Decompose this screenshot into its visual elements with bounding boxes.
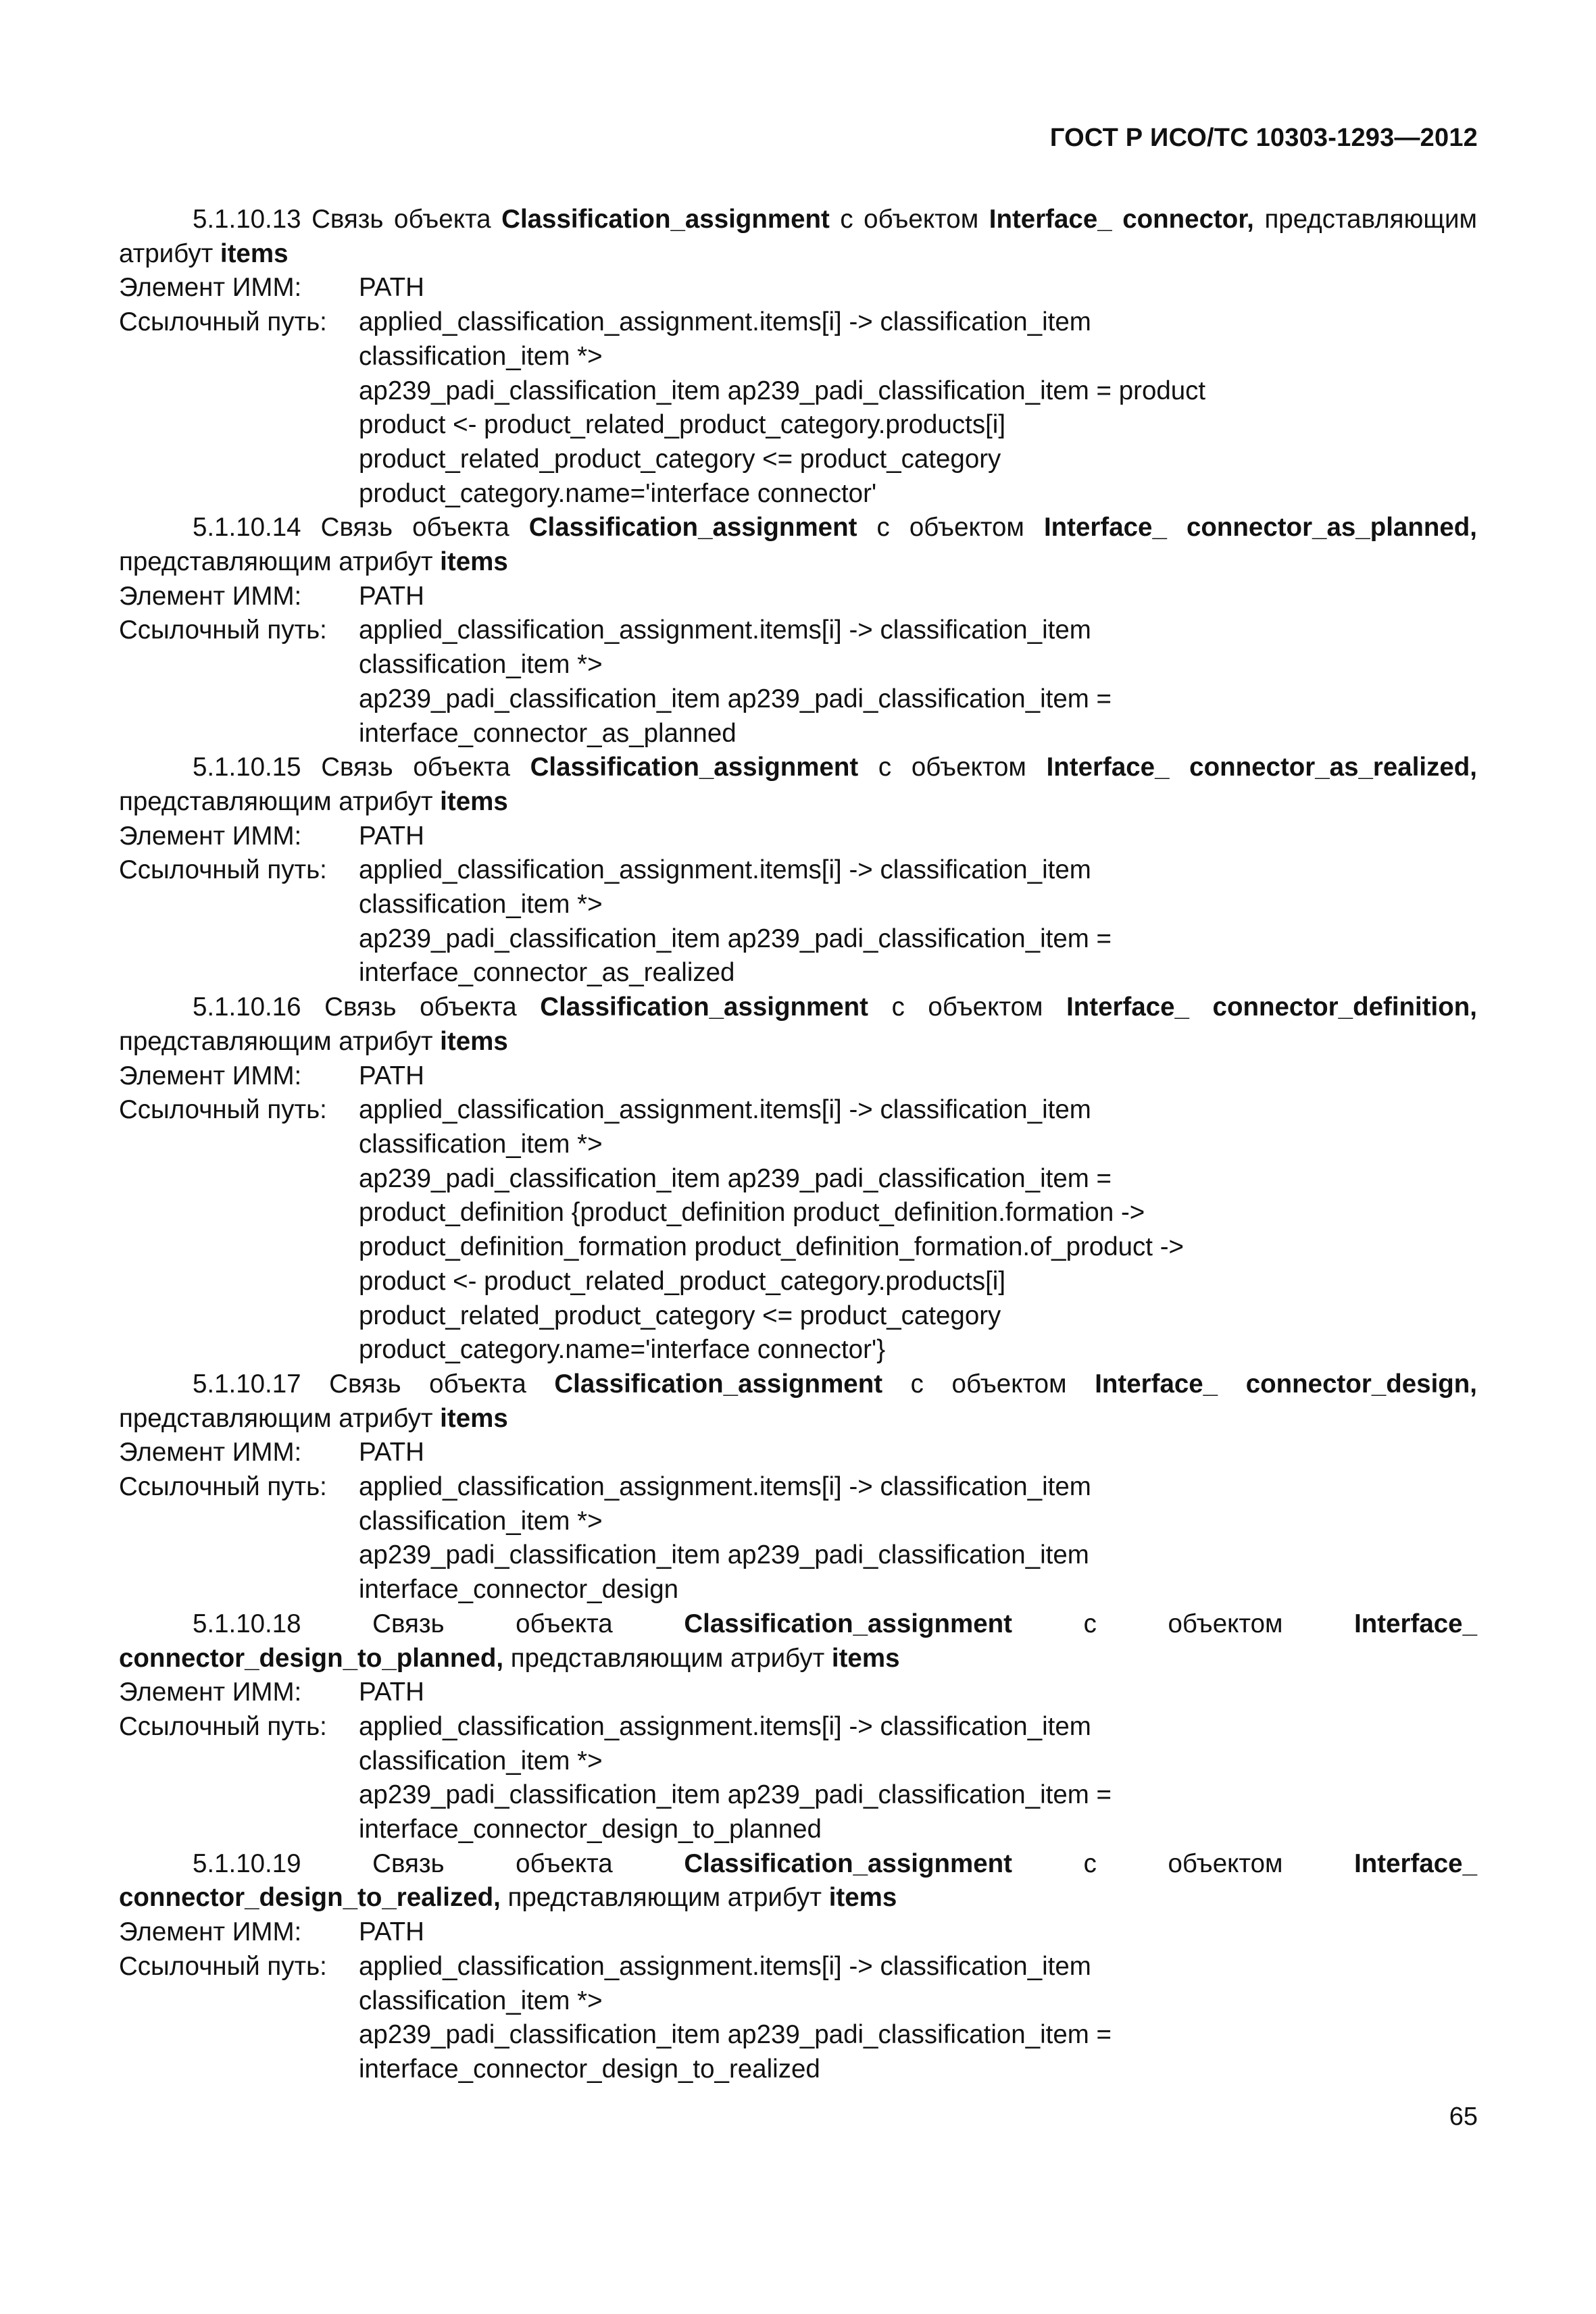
path-line: classification_item *> — [359, 890, 603, 920]
element-row — [119, 1676, 1477, 1710]
heading-text: представляющим атрибут — [119, 1403, 441, 1433]
element-label: Элемент ИММ: — [119, 1061, 302, 1090]
target-entity-name: Interface_ connector_as_realized, — [1046, 753, 1477, 782]
heading-text: представляющим атрибут — [119, 786, 441, 816]
element-row — [119, 820, 1477, 854]
section-heading — [119, 751, 1477, 819]
path-line: ap239_padi_classification_item ap239_padi_classification_item = — [359, 684, 1112, 713]
source-entity-name: Classification_assignment — [540, 992, 868, 1022]
path-line: classification_item *> — [359, 1746, 603, 1776]
attribute-name: items — [440, 786, 508, 816]
reference-path-value — [359, 305, 1205, 511]
heading-text: с объектом — [857, 513, 1044, 543]
reference-path-value — [359, 1950, 1112, 2087]
section-number: 5.1.10.14 — [193, 513, 301, 543]
heading-text: представляющим атрибут — [503, 1643, 832, 1673]
heading-text: представляющим атрибут — [119, 547, 441, 577]
heading-text: представляющим атрибут — [500, 1883, 829, 1913]
heading-text: представляющим атрибут — [119, 205, 1477, 268]
path-line: applied_classification_assignment.items[i] -> classification_item — [359, 855, 1091, 885]
heading-text: с объектом — [882, 1369, 1095, 1399]
reference-path-value — [359, 1710, 1112, 1847]
attribute-mapping-section — [119, 203, 1477, 511]
reference-path-value — [359, 853, 1112, 990]
reference-path-row — [119, 1470, 1477, 1607]
attribute-mapping-section — [119, 1607, 1477, 1847]
path-line: classification_item *> — [359, 1129, 603, 1159]
reference-path-label: Ссылочный путь: — [119, 1472, 327, 1502]
reference-path-label: Ссылочный путь: — [119, 615, 327, 645]
path-line: classification_item *> — [359, 341, 603, 371]
section-number: 5.1.10.15 — [193, 753, 301, 782]
element-value: PATH — [359, 1061, 424, 1090]
document-body — [119, 203, 1477, 2087]
heading-text: Связь объекта — [301, 513, 529, 543]
heading-text: с объектом — [858, 753, 1047, 782]
section-heading — [119, 203, 1477, 271]
section-heading — [119, 1607, 1477, 1676]
path-line: applied_classification_assignment.items[i] -> classification_item — [359, 1711, 1091, 1741]
heading-text: Связь объекта — [301, 205, 502, 234]
reference-path-row — [119, 1950, 1477, 2087]
section-number: 5.1.10.13 — [193, 205, 301, 234]
attribute-mapping-section — [119, 511, 1477, 751]
reference-path-row — [119, 853, 1477, 990]
element-value: PATH — [359, 1678, 424, 1707]
heading-text: Связь объекта — [301, 1848, 684, 1878]
heading-text: представляющим атрибут — [119, 1026, 441, 1056]
path-line: classification_item *> — [359, 1506, 603, 1536]
reference-path-label: Ссылочный путь: — [119, 1711, 327, 1741]
reference-path-row — [119, 305, 1477, 511]
heading-text: Связь объекта — [301, 753, 530, 782]
path-line: ap239_padi_classification_item ap239_padi_classification_item = — [359, 2020, 1112, 2050]
path-line: ap239_padi_classification_item ap239_padi_classification_item = product — [359, 376, 1206, 405]
element-row — [119, 1436, 1477, 1470]
document-id-header: ГОСТ Р ИСО/ТС 10303-1293—2012 — [1049, 124, 1478, 152]
path-line: interface_connector_as_realized — [359, 958, 735, 988]
path-line: interface_connector_design_to_realized — [359, 2054, 820, 2084]
path-line: ap239_padi_classification_item ap239_padi_classification_item = — [359, 1163, 1112, 1193]
target-entity-name: Interface_ connector_definition, — [1066, 992, 1477, 1022]
attribute-name: items — [828, 1883, 897, 1913]
element-label: Элемент ИММ: — [119, 581, 302, 611]
section-heading — [119, 1847, 1477, 1915]
heading-text: с объектом — [868, 992, 1067, 1022]
path-line: ap239_padi_classification_item ap239_padi_classification_item = — [359, 1780, 1112, 1810]
reference-path-label: Ссылочный путь: — [119, 1951, 327, 1981]
path-line: classification_item *> — [359, 1986, 603, 2015]
path-line: ap239_padi_classification_item ap239_padi_classification_item — [359, 1540, 1089, 1570]
heading-text: с объектом — [1012, 1609, 1355, 1638]
reference-path-value — [359, 1093, 1184, 1367]
attribute-mapping-section — [119, 1367, 1477, 1607]
attribute-name: items — [440, 1026, 508, 1056]
path-line: applied_classification_assignment.items[i] -> classification_item — [359, 307, 1091, 337]
element-value: PATH — [359, 273, 424, 303]
path-line: product_category.name='interface connector'} — [359, 1335, 886, 1365]
path-line: interface_connector_as_planned — [359, 718, 737, 748]
source-entity-name: Classification_assignment — [528, 513, 857, 543]
element-row — [119, 1915, 1477, 1950]
element-value: PATH — [359, 1438, 424, 1467]
section-number: 5.1.10.19 — [193, 1848, 301, 1878]
source-entity-name: Classification_assignment — [684, 1609, 1012, 1638]
reference-path-value — [359, 1470, 1091, 1607]
path-line: applied_classification_assignment.items[i] -> classification_item — [359, 615, 1091, 645]
target-entity-name: Interface_ connector, — [989, 205, 1254, 234]
heading-text: Связь объекта — [301, 992, 541, 1022]
path-line: applied_classification_assignment.items[i] -> classification_item — [359, 1951, 1091, 1981]
path-line: product_definition_formation product_definition_formation.of_product -> — [359, 1232, 1184, 1262]
reference-path-label: Ссылочный путь: — [119, 307, 327, 337]
section-heading — [119, 1367, 1477, 1436]
reference-path-label: Ссылочный путь: — [119, 1095, 327, 1125]
element-row — [119, 271, 1477, 305]
section-number: 5.1.10.17 — [193, 1369, 301, 1399]
path-line: product <- product_related_product_category.products[i] — [359, 410, 1006, 440]
element-row — [119, 580, 1477, 614]
target-entity-name: Interface_ connector_design_to_realized, — [119, 1848, 1477, 1913]
element-row — [119, 1059, 1477, 1094]
element-label: Элемент ИММ: — [119, 1678, 302, 1707]
path-line: classification_item *> — [359, 650, 603, 680]
path-line: interface_connector_design — [359, 1575, 679, 1605]
element-label: Элемент ИММ: — [119, 273, 302, 303]
attribute-mapping-section — [119, 990, 1477, 1367]
path-line: applied_classification_assignment.items[i] -> classification_item — [359, 1095, 1091, 1125]
path-line: ap239_padi_classification_item ap239_padi_classification_item = — [359, 924, 1112, 953]
element-value: PATH — [359, 821, 424, 851]
attribute-name: items — [831, 1643, 900, 1673]
source-entity-name: Classification_assignment — [684, 1848, 1012, 1878]
element-label: Элемент ИММ: — [119, 1917, 302, 1947]
heading-text: Связь объекта — [301, 1609, 684, 1638]
path-line: interface_connector_design_to_planned — [359, 1815, 822, 1844]
heading-text: Связь объекта — [301, 1369, 555, 1399]
path-line: applied_classification_assignment.items[i] -> classification_item — [359, 1472, 1091, 1502]
reference-path-row — [119, 1710, 1477, 1847]
target-entity-name: Interface_ connector_as_planned, — [1043, 513, 1477, 543]
section-number: 5.1.10.16 — [193, 992, 301, 1022]
element-label: Элемент ИММ: — [119, 1438, 302, 1467]
element-value: PATH — [359, 581, 424, 611]
path-line: product_related_product_category <= product_category — [359, 444, 1001, 474]
reference-path-row — [119, 1093, 1477, 1367]
attribute-mapping-section — [119, 1847, 1477, 2087]
reference-path-row — [119, 613, 1477, 751]
element-label: Элемент ИММ: — [119, 821, 302, 851]
attribute-name: items — [220, 238, 289, 268]
reference-path-value — [359, 613, 1112, 751]
target-entity-name: Interface_ connector_design, — [1095, 1369, 1477, 1399]
target-entity-name: Interface_ connector_design_to_planned, — [119, 1609, 1477, 1673]
heading-text: с объектом — [1012, 1848, 1355, 1878]
element-value: PATH — [359, 1917, 424, 1947]
section-heading — [119, 990, 1477, 1059]
source-entity-name: Classification_assignment — [530, 753, 859, 782]
attribute-name: items — [440, 1403, 508, 1433]
page-number: 65 — [1449, 2103, 1478, 2131]
attribute-name: items — [440, 547, 508, 577]
path-line: product_definition {product_definition product_definition.formation -> — [359, 1198, 1145, 1228]
source-entity-name: Classification_assignment — [501, 205, 830, 234]
section-number: 5.1.10.18 — [193, 1609, 301, 1638]
heading-text: с объектом — [829, 205, 989, 234]
section-heading — [119, 511, 1477, 579]
path-line: product_related_product_category <= product_category — [359, 1301, 1001, 1330]
path-line: product_category.name='interface connector' — [359, 478, 877, 508]
reference-path-label: Ссылочный путь: — [119, 855, 327, 885]
path-line: product <- product_related_product_category.products[i] — [359, 1266, 1006, 1296]
attribute-mapping-section — [119, 751, 1477, 990]
source-entity-name: Classification_assignment — [554, 1369, 883, 1399]
